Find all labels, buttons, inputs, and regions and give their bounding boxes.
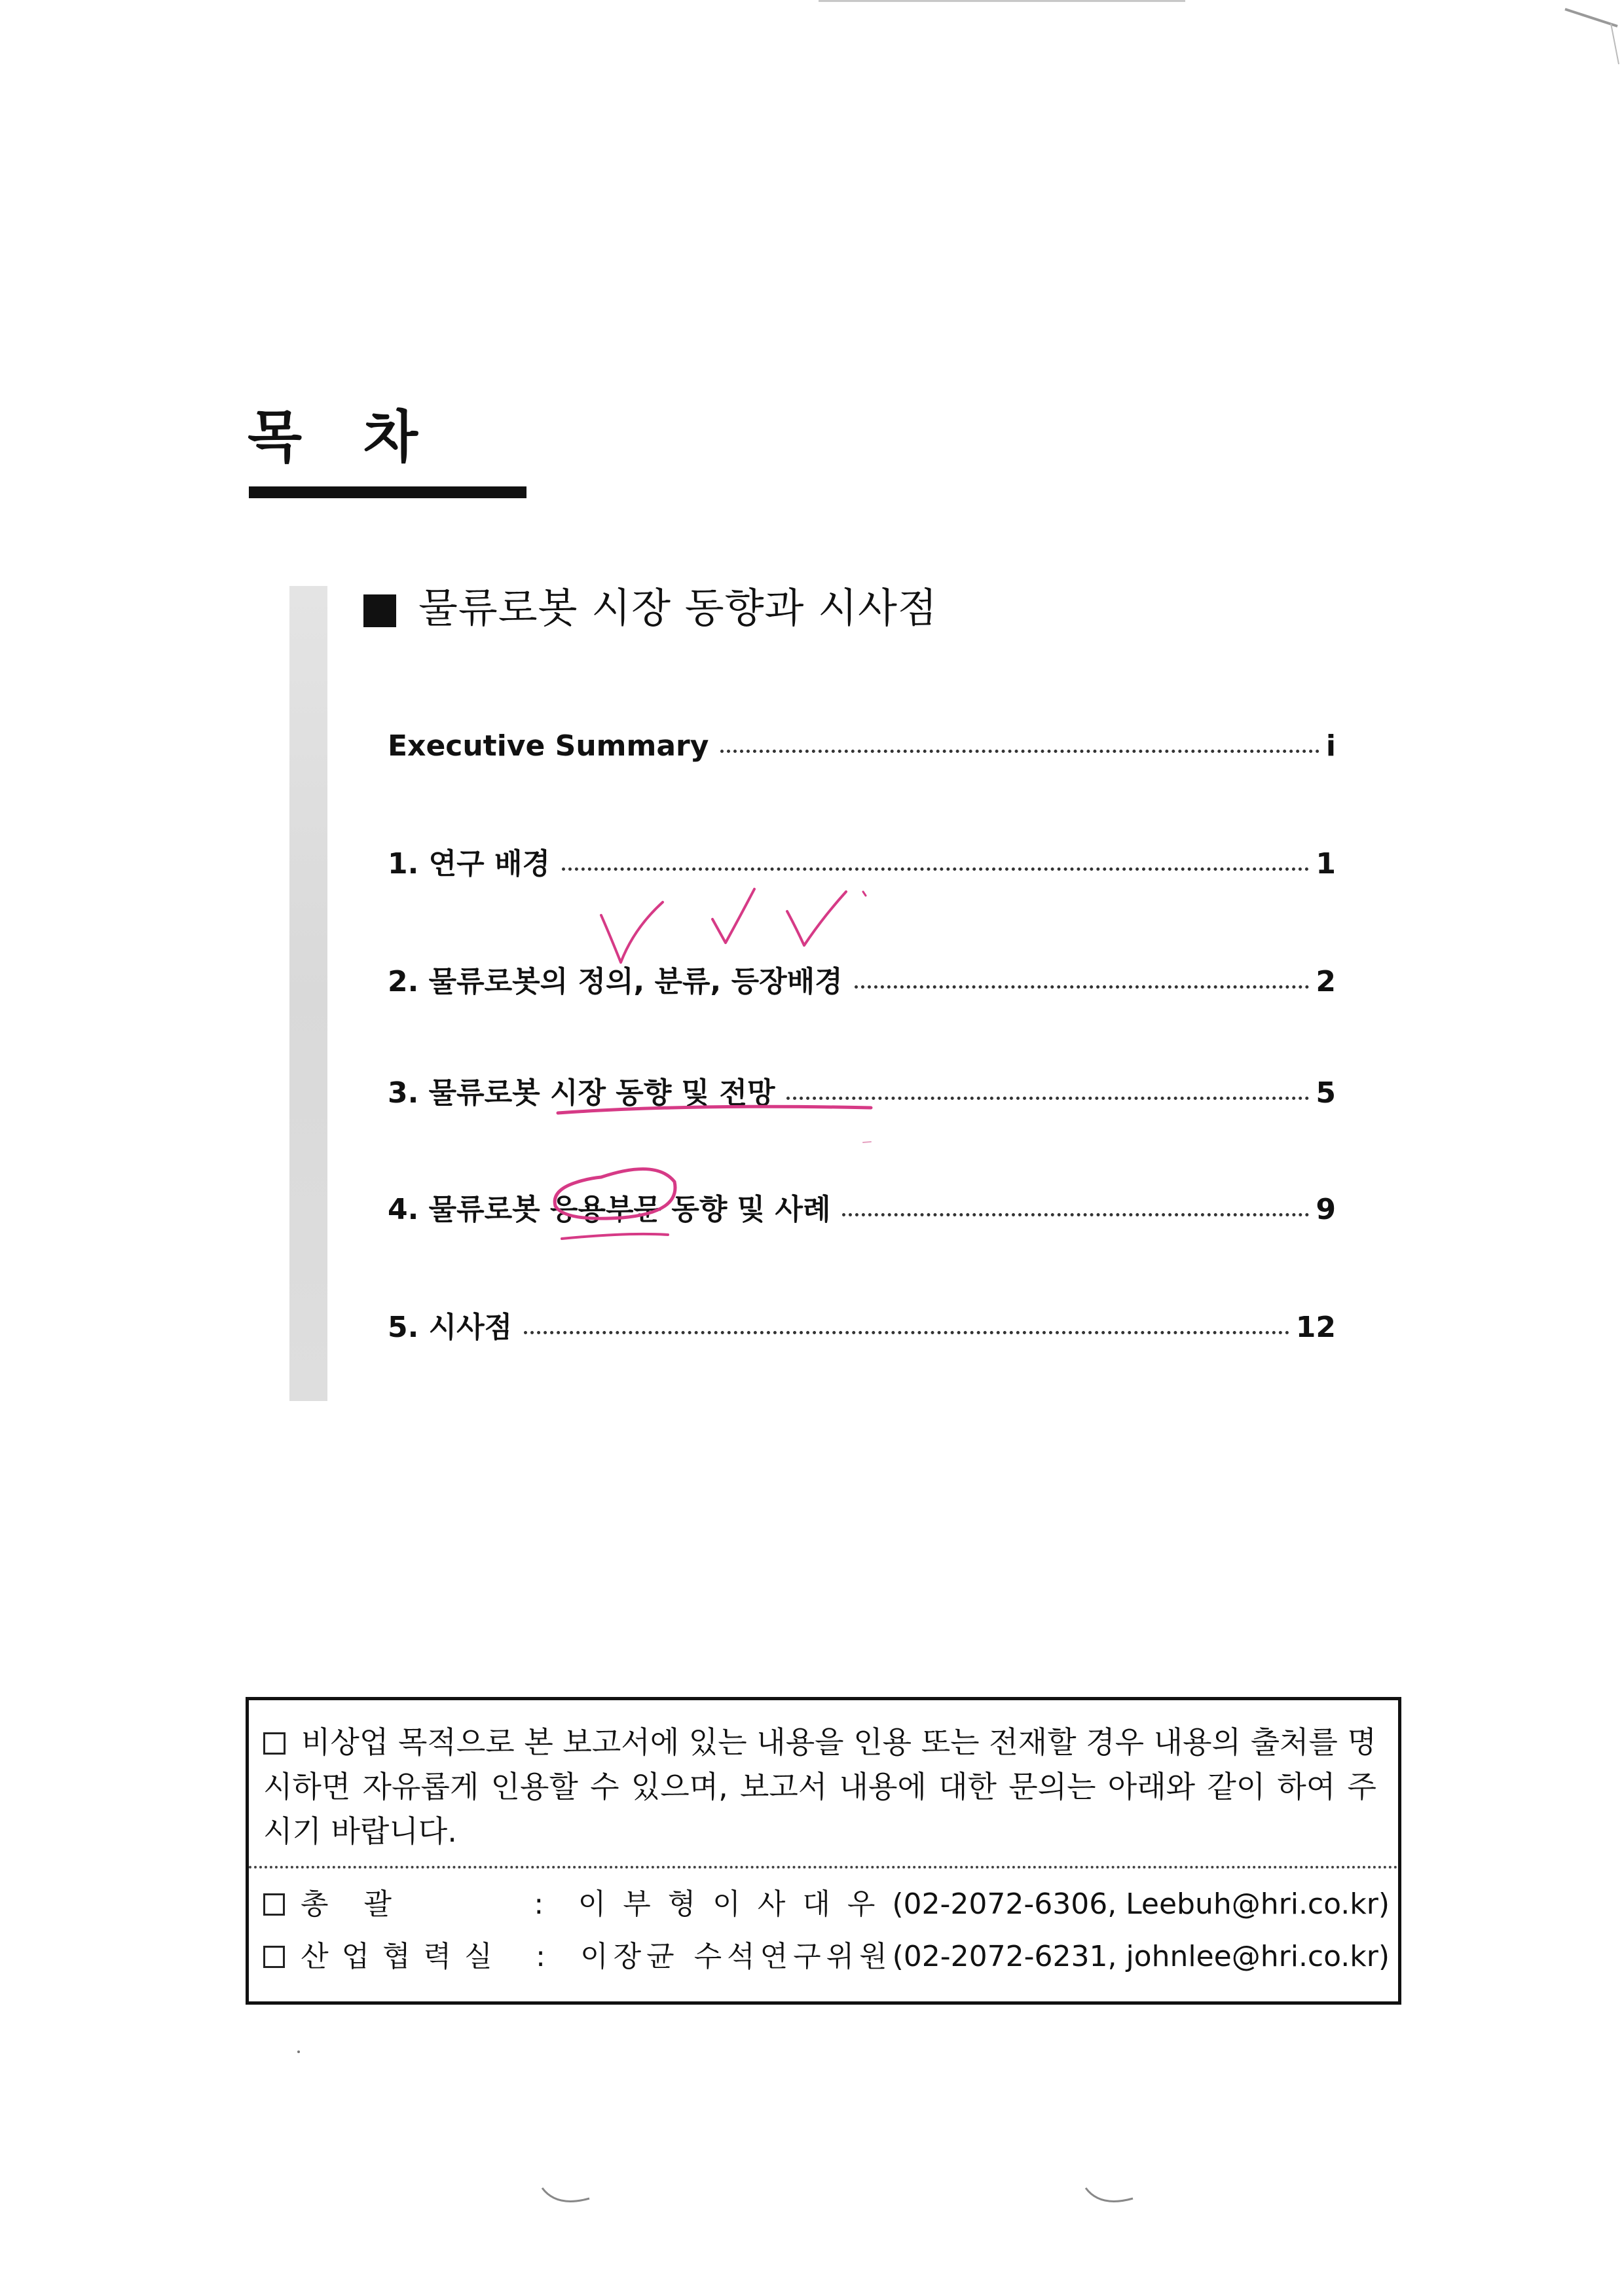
toc-entry-page: 1: [1316, 847, 1336, 881]
checkmark-annotation: [863, 892, 866, 896]
notice-paragraph: [263, 1720, 1376, 1853]
toc-entry-label: 2. 물류로봇의 정의, 분류, 등장배경: [388, 965, 843, 998]
toc-dot-leader: [562, 867, 1309, 871]
contact-colon: :: [536, 1940, 545, 1973]
toc-entry-4[interactable]: [388, 1182, 1336, 1224]
toc-entry-label: 3. 물류로봇 시장 동향 및 전망: [388, 1076, 775, 1110]
dust-speck: [296, 2049, 303, 2056]
toc-entry-page: i: [1325, 729, 1336, 763]
notice-text: 비상업 목적으로 본 보고서에 있는 내용을 인용 또는 전재할 경우 내용의 출처를 명시하면 자유롭게 인용할 수 있으며, 보고서 내용에 대한 문의는 아래와 같이 하여 주시기 바랍니다.: [263, 1724, 1376, 1849]
checkmark-annotation: [601, 902, 663, 962]
contact-role: 총 괄: [300, 1887, 405, 1921]
contact-row-industry: [263, 1942, 1390, 1971]
checkmark-annotation: [712, 889, 754, 943]
toc-entry-5[interactable]: [388, 1300, 1336, 1342]
empty-checkbox-icon: [263, 1946, 285, 1968]
side-gray-strip: [289, 586, 327, 1401]
title-underline-bar: [249, 486, 526, 498]
toc-entry-2[interactable]: [388, 955, 1336, 996]
report-heading: [363, 584, 938, 632]
notice-box: [246, 1697, 1401, 2005]
toc-entry-label: 5. 시사점: [388, 1311, 513, 1344]
scan-artifact-top: [819, 0, 1185, 2]
toc-entry-1[interactable]: [388, 837, 1336, 879]
corner-scan-mark: [1559, 0, 1624, 65]
empty-checkbox-icon: [263, 1893, 285, 1916]
toc-entry-label: 4. 물류로봇 응용부문 동향 및 사례: [388, 1193, 831, 1226]
report-title: 물류로봇 시장 동향과 시사점: [418, 584, 938, 632]
toc-entry-page: 12: [1295, 1311, 1336, 1344]
toc-entry-executive-summary[interactable]: [388, 719, 1336, 761]
toc-entry-page: 5: [1316, 1076, 1336, 1110]
binder-mark-left: [537, 2180, 596, 2213]
underline-annotation: [562, 1234, 668, 1239]
filled-square-icon: [363, 594, 396, 627]
toc-dot-leader: [720, 750, 1319, 753]
contact-role: 산업협력실: [301, 1940, 506, 1973]
empty-checkbox-icon: [263, 1732, 286, 1755]
toc-dot-leader: [855, 985, 1310, 989]
page-title: 목 차: [248, 405, 439, 470]
toc-dot-leader: [524, 1331, 1289, 1334]
checkmark-annotation: [787, 892, 846, 945]
toc-entry-3[interactable]: [388, 1066, 1336, 1108]
contact-info: (02-2072-6231, johnlee@hri.co.kr): [892, 1940, 1390, 1973]
contact-colon: :: [534, 1887, 544, 1921]
notice-divider: [249, 1866, 1398, 1868]
toc-entry-label: Executive Summary: [388, 729, 709, 763]
binder-mark-right: [1080, 2180, 1139, 2213]
toc-entry-page: 9: [1316, 1193, 1336, 1226]
toc-dot-leader: [842, 1213, 1309, 1216]
contact-name: 이부형이사대우: [578, 1887, 893, 1921]
toc-entry-page: 2: [1316, 965, 1336, 998]
contact-name: 이장균 수석연구위원: [580, 1940, 893, 1973]
toc-entry-label: 1. 연구 배경: [388, 847, 550, 881]
toc-dot-leader: [786, 1097, 1309, 1100]
contact-info: (02-2072-6306, Leebuh@hri.co.kr): [892, 1887, 1390, 1921]
contact-row-general: [263, 1887, 1390, 1921]
